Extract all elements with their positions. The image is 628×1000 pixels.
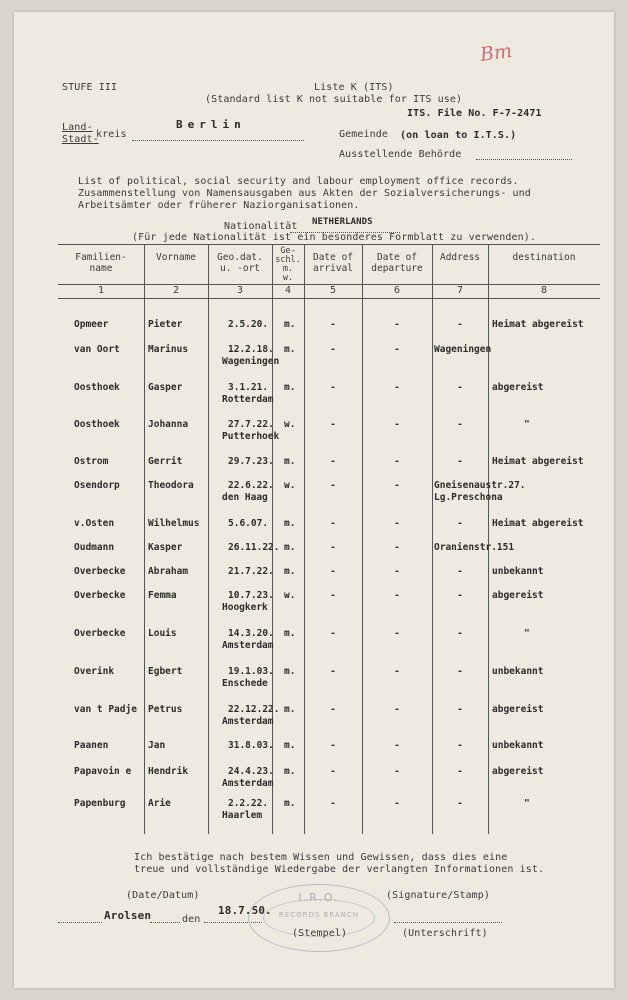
sex-cell: m. [284,666,296,677]
german-description-2: Arbeitsämter oder früherer Naziorganisationen. [78,200,360,211]
confirmation-line-1: Ich bestätige nach bestem Wissen und Gewissen, dass dies eine [134,852,508,863]
departure-cell: - [394,344,400,355]
address-cell: - [457,740,463,751]
signature-label: (Signature/Stamp) [386,890,491,901]
birth-place-cell: Amsterdam [222,640,274,651]
table-column-divider [208,244,209,834]
arrival-cell: - [330,740,336,751]
stamp-title: I.R.O. [298,891,340,904]
family-name-cell: van Oort [74,344,120,355]
destination-cell: Heimat abgereist [492,319,584,330]
table-column-header: Address [439,252,481,263]
address-cell: - [457,704,463,715]
birth-place-cell: Amsterdam [222,716,274,727]
arrival-cell: - [330,456,336,467]
document-sheet [14,12,614,988]
confirmation-line-2: treue und vollständige Wiedergabe der verlangten Informationen ist. [134,864,545,875]
address-cell: - [457,566,463,577]
first-name-cell: Femma [148,590,177,601]
departure-cell: - [394,419,400,430]
gemeinde-label: Gemeinde [339,129,388,140]
departure-cell: - [394,382,400,393]
birth-date-cell: 10.7.23. [228,590,274,601]
address-cell: - [457,382,463,393]
family-name-cell: van t Padje [74,704,137,715]
departure-cell: - [394,628,400,639]
address-cell: - [457,419,463,430]
table-column-header: Date of arrival [312,252,354,274]
first-name-cell: Gasper [148,382,183,393]
address-cell: - [457,590,463,601]
sex-cell: m. [284,382,296,393]
birth-place-cell: Enschede [222,678,268,689]
table-column-header: destination [512,252,576,263]
standard-note: (Standard list K not suitable for ITS use) [205,94,463,105]
arrival-cell: - [330,590,336,601]
departure-cell: - [394,590,400,601]
sex-cell: m. [284,704,296,715]
signature-dotline [394,922,502,923]
first-name-cell: Marinus [148,344,189,355]
land-label: Land- [62,122,93,133]
iro-stamp [248,884,390,952]
address-cell: Oranienstr.151 [434,542,515,553]
destination-cell: Heimat abgereist [492,518,584,529]
destination-cell: " [524,419,530,430]
table-column-header: Ge- schl. m. w. [275,246,301,283]
family-name-cell: v.Osten [74,518,115,529]
birth-date-cell: 26.11.22. [228,542,280,553]
destination-cell: unbekannt [492,566,544,577]
family-name-cell: Papavoin e [74,766,132,777]
address-cell: Wageningen [434,344,492,355]
on-loan-note: (on loan to I.T.S.) [400,130,517,141]
family-name-cell: Papenburg [74,798,126,809]
sex-cell: m. [284,766,296,777]
table-column-number: 4 [284,285,292,296]
birth-date-cell: 12.2.18. [228,344,274,355]
nationality-value: NETHERLANDS [312,217,373,227]
departure-cell: - [394,319,400,330]
first-name-cell: Petrus [148,704,183,715]
destination-cell: unbekannt [492,740,544,751]
birth-place-cell: Rotterdam [222,394,274,405]
address-cell: - [457,518,463,529]
family-name-cell: Overink [74,666,115,677]
stempel-label: (Stempel) [292,928,348,939]
sex-cell: m. [284,740,296,751]
birth-place-cell: Amsterdam [222,778,274,789]
sex-cell: m. [284,566,296,577]
destination-cell: abgereist [492,590,544,601]
family-name-cell: Oudmann [74,542,115,553]
first-name-cell: Hendrik [148,766,189,777]
family-name-cell: Oosthoek [74,382,120,393]
departure-cell: - [394,740,400,751]
kreis-value: Berlin [176,118,246,131]
departure-cell: - [394,766,400,777]
arrival-cell: - [330,798,336,809]
arrival-cell: - [330,319,336,330]
sex-cell: w. [284,419,296,430]
arrival-cell: - [330,480,336,491]
address-cell: - [457,798,463,809]
sex-cell: m. [284,456,296,467]
arrival-cell: - [330,419,336,430]
sex-cell: m. [284,344,296,355]
arrival-cell: - [330,704,336,715]
destination-cell: unbekannt [492,666,544,677]
table-column-number: 6 [393,285,401,296]
first-name-cell: Arie [148,798,171,809]
kreis-label: kreis [96,129,127,140]
birth-date-cell: 29.7.23. [228,456,274,467]
table-column-header: Vorname [155,252,197,263]
first-name-cell: Abraham [148,566,189,577]
arrival-cell: - [330,666,336,677]
destination-cell: abgereist [492,704,544,715]
table-column-number: 7 [456,285,464,296]
kreis-dotline [132,140,304,141]
departure-cell: - [394,518,400,529]
nationality-note: (Für jede Nationalität ist ein besonderes Formblatt zu verwenden). [132,232,536,243]
arrival-cell: - [330,382,336,393]
address-cell: Gneisenaustr.27. [434,480,526,491]
sex-cell: m. [284,518,296,529]
family-name-cell: Overbecke [74,566,126,577]
den-label: den [182,914,201,925]
address-line-2-cell: Lg.Preschona [434,492,503,503]
stamp-ring-text: RECORDS BRANCH [278,911,360,919]
birth-place-cell: Putterhoek [222,431,280,442]
sex-cell: m. [284,542,296,553]
table-column-header: Geo.dat. u. -ort [217,252,263,274]
table-number-rule [58,298,600,299]
birth-date-cell: 24.4.23. [228,766,274,777]
german-description-1: Zusammenstellung von Namensausgaben aus Akten der Sozialversicherungs- und [78,188,531,199]
unterschrift-label: (Unterschrift) [402,928,488,939]
table-column-number: 3 [236,285,244,296]
sex-cell: w. [284,480,296,491]
first-name-cell: Louis [148,628,177,639]
sex-cell: m. [284,628,296,639]
behoerde-dotline [476,159,572,160]
table-column-number: 8 [540,285,548,296]
birth-date-cell: 2.5.20. [228,319,269,330]
liste-title: Liste K (ITS) [314,82,394,93]
departure-cell: - [394,666,400,677]
birth-place-cell: den Haag [222,492,268,503]
destination-cell: abgereist [492,382,544,393]
table-top-rule [58,244,600,245]
family-name-cell: Overbecke [74,590,126,601]
arrival-cell: - [330,628,336,639]
birth-date-cell: 22.6.22. [228,480,274,491]
date-value: 18.7.50. [218,904,272,917]
nationality-label: Nationalität [224,221,298,232]
date-label: (Date/Datum) [126,890,200,901]
address-cell: - [457,666,463,677]
birth-place-cell: Haarlem [222,810,263,821]
table-column-header: Date of departure [371,252,423,274]
table-column-number: 1 [97,285,105,296]
its-file-number: ITS. File No. F-7-2471 [407,108,542,119]
family-name-cell: Opmeer [74,319,109,330]
birth-date-cell: 5.6.07. [228,518,269,529]
stadt-label: Stadt- [62,134,99,145]
first-name-cell: Theodora [148,480,194,491]
birth-date-cell: 27.7.22. [228,419,274,430]
address-cell: - [457,319,463,330]
arrival-cell: - [330,518,336,529]
table-column-number: 5 [329,285,337,296]
destination-cell: abgereist [492,766,544,777]
departure-cell: - [394,798,400,809]
sex-cell: m. [284,319,296,330]
table-column-divider [144,244,145,834]
address-cell: - [457,766,463,777]
stufe-label: STUFE III [62,82,118,93]
family-name-cell: Overbecke [74,628,126,639]
family-name-cell: Oosthoek [74,419,120,430]
first-name-cell: Johanna [148,419,189,430]
first-name-cell: Egbert [148,666,183,677]
birth-date-cell: 21.7.22. [228,566,274,577]
first-name-cell: Gerrit [148,456,183,467]
first-name-cell: Wilhelmus [148,518,200,529]
departure-cell: - [394,704,400,715]
place-value: Arolsen [104,909,152,922]
english-description: List of political, social security and labour employment office records. [78,176,519,187]
place-dotline-right [150,922,180,923]
arrival-cell: - [330,766,336,777]
birth-place-cell: Wageningen [222,356,280,367]
address-cell: - [457,628,463,639]
birth-place-cell: Hoogkerk [222,602,268,613]
table-column-header: Familien- name [75,252,127,274]
birth-date-cell: 2.2.22. [228,798,269,809]
departure-cell: - [394,566,400,577]
first-name-cell: Pieter [148,319,183,330]
first-name-cell: Jan [148,740,166,751]
place-dotline-left [58,922,102,923]
family-name-cell: Ostrom [74,456,109,467]
birth-date-cell: 31.8.03. [228,740,274,751]
arrival-cell: - [330,344,336,355]
corner-annotation: Bm [478,39,514,67]
birth-date-cell: 14.3.20. [228,628,274,639]
departure-cell: - [394,456,400,467]
departure-cell: - [394,542,400,553]
destination-cell: " [524,798,530,809]
birth-date-cell: 3.1.21. [228,382,269,393]
birth-date-cell: 19.1.03. [228,666,274,677]
birth-date-cell: 22.12.22. [228,704,280,715]
arrival-cell: - [330,566,336,577]
table-column-number: 2 [172,285,180,296]
destination-cell: Heimat abgereist [492,456,584,467]
first-name-cell: Kasper [148,542,183,553]
arrival-cell: - [330,542,336,553]
departure-cell: - [394,480,400,491]
behoerde-label: Ausstellende Behörde [339,149,462,160]
family-name-cell: Osendorp [74,480,120,491]
address-cell: - [457,456,463,467]
family-name-cell: Paanen [74,740,109,751]
destination-cell: " [524,628,530,639]
sex-cell: w. [284,590,296,601]
sex-cell: m. [284,798,296,809]
table-column-divider [488,244,489,834]
